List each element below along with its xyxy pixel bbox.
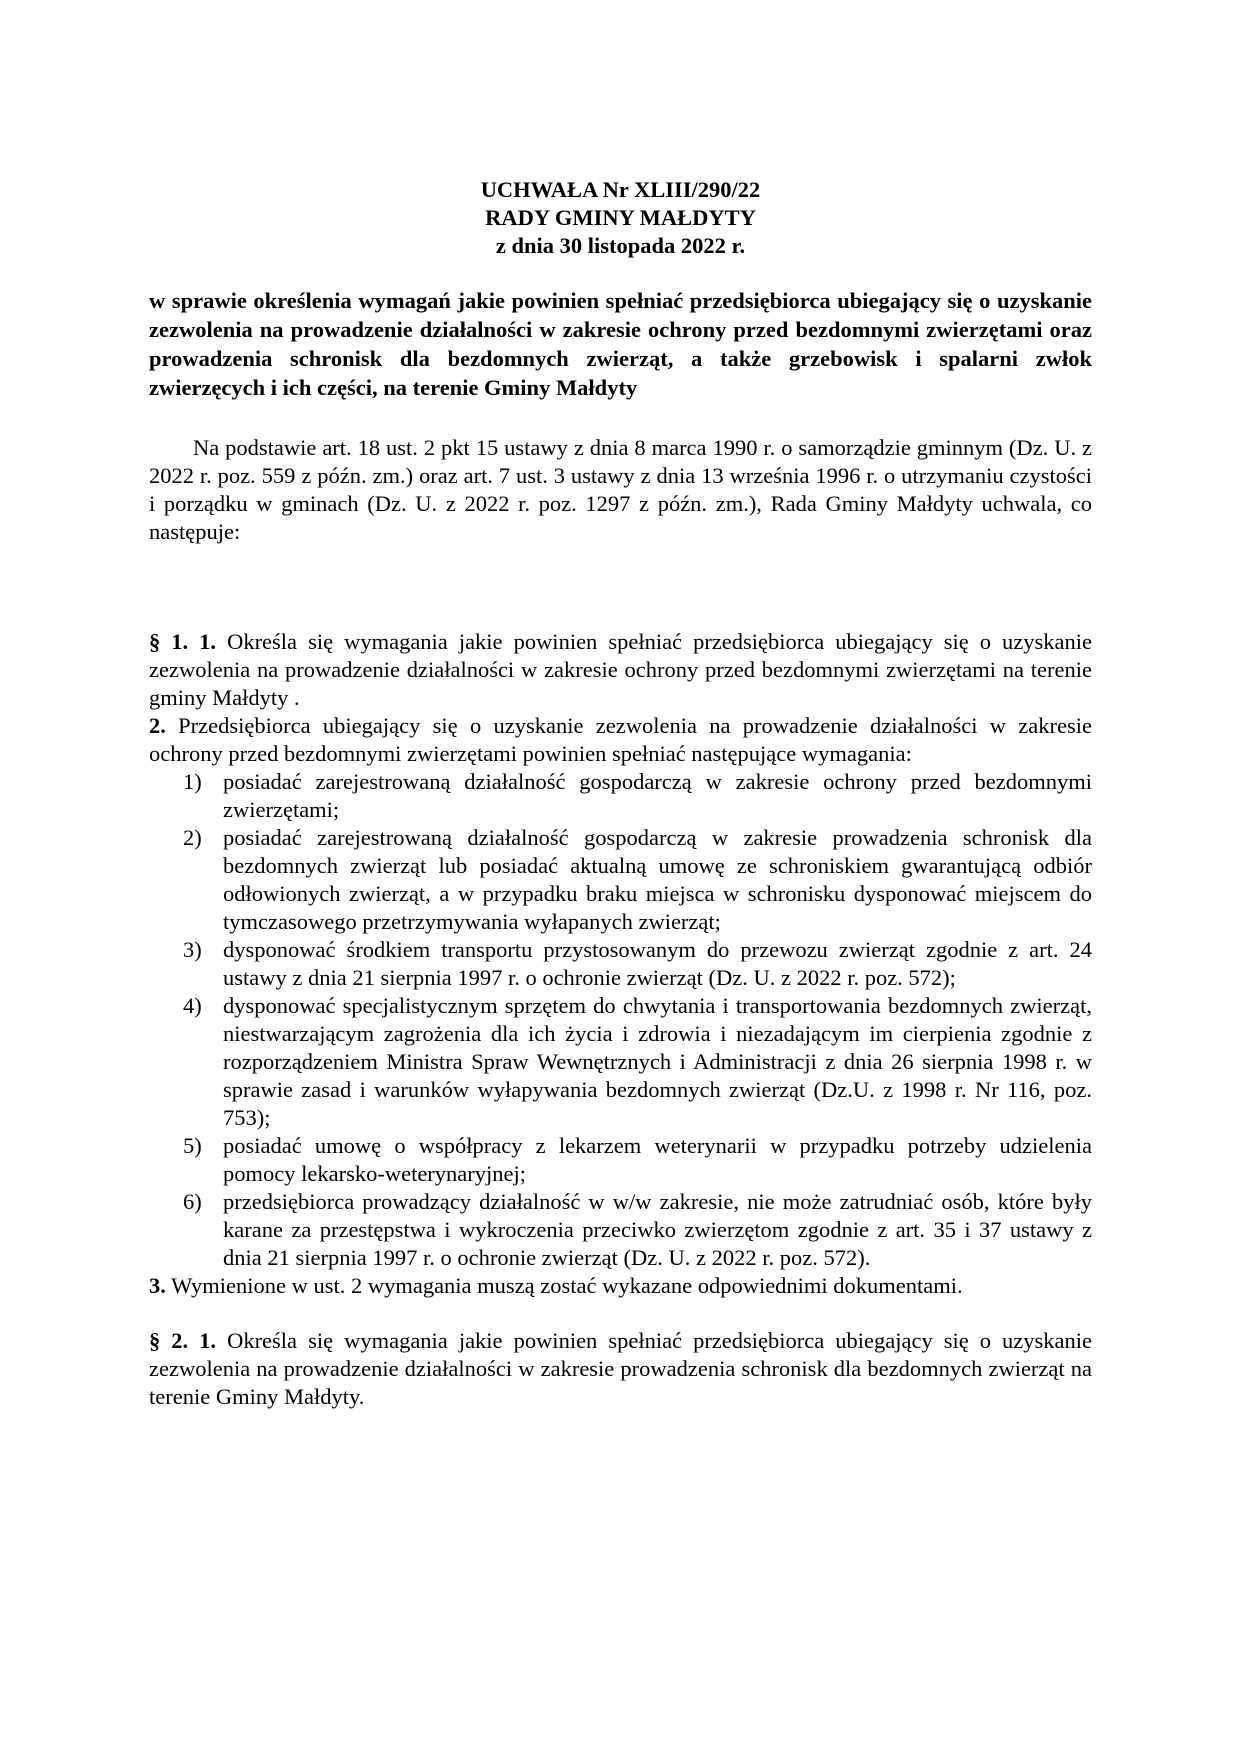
list-item xyxy=(149,1132,1092,1188)
section-1-paragraph-1-text: Określa się wymagania jakie powinien spełniać przedsiębiorca ubiegający się o uzyskanie zezwolenia na prowadzenie działalności w zakresie ochrony przed bezdomnymi zwierzętami na terenie gminy Małdyty . xyxy=(149,629,1092,710)
list-item xyxy=(149,824,1092,936)
legal-basis: Na podstawie art. 18 ust. 2 pkt 15 ustawy z dnia 8 marca 1990 r. o samorządzie gminnym (Dz. U. z 2022 r. poz. 559 z późn. zm.) oraz art. 7 ust. 3 ustawy z dnia 13 września 1996 r. o utrzymaniu czystości i porządku w gminach (Dz. U. z 2022 r. poz. 1297 z późn. zm.), Rada Gminy Małdyty uchwala, co następuje: xyxy=(149,435,1092,544)
resolution-subject: w sprawie określenia wymagań jakie powinien spełniać przedsiębiorca ubiegający się o uzyskanie zezwolenia na prowadzenie działalności w zakresie ochrony przed bezdomnymi zwierzętami oraz prowadzenia schronisk dla bezdomnych zwierząt, a także grzebowisk i spalarni zwłok zwierzęcych i ich części, na terenie Gminy Małdyty xyxy=(149,288,1092,400)
paragraph-2-label: 2. xyxy=(149,713,166,738)
list-item-number: 1) xyxy=(183,769,202,794)
list-item-text: dysponować środkiem transportu przystosowanym do przewozu zwierząt zgodnie z art. 24 ustawy z dnia 21 sierpnia 1997 r. o ochronie zwierząt (Dz. U. z 2022 r. poz. 572); xyxy=(223,937,1092,990)
council-name: RADY GMINY MAŁDYTY xyxy=(485,205,756,230)
list-item-number: 6) xyxy=(183,1189,202,1214)
section-1-paragraph-2 xyxy=(149,712,1092,768)
list-item-number: 4) xyxy=(183,993,202,1018)
list-item-text: posiadać umowę o współpracy z lekarzem weterynarii w przypadku potrzeby udzielenia pomocy lekarsko-weterynaryjnej; xyxy=(223,1133,1092,1186)
list-item xyxy=(149,936,1092,992)
list-item-text: przedsiębiorca prowadzący działalność w w/w zakresie, nie może zatrudniać osób, które były karane za przestępstwa i wykroczenia przeciwko zwierzętom zgodnie z art. 35 i 37 ustawy z dnia 21 sierpnia 1997 r. o ochronie zwierząt (Dz. U. z 2022 r. poz. 572). xyxy=(223,1189,1092,1270)
list-item xyxy=(149,768,1092,824)
spacer xyxy=(149,1300,1092,1327)
requirements-list xyxy=(149,768,1092,1272)
section-1-paragraph-3-text: Wymienione w ust. 2 wymagania muszą zostać wykazane odpowiednimi dokumentami. xyxy=(165,1273,963,1298)
section-1-paragraph-1 xyxy=(149,628,1092,712)
spacer xyxy=(149,546,1092,628)
list-item-number: 2) xyxy=(183,825,202,850)
section-2-paragraph-1-text: Określa się wymagania jakie powinien spełniać przedsiębiorca ubiegający się o uzyskanie zezwolenia na prowadzenie działalności w zakresie prowadzenia schronisk dla bezdomnych zwierząt na terenie Gminy Małdyty. xyxy=(149,1328,1092,1409)
resolution-header xyxy=(149,176,1092,260)
list-item-number: 3) xyxy=(183,937,202,962)
section-2-paragraph-1 xyxy=(149,1327,1092,1411)
list-item-text: posiadać zarejestrowaną działalność gospodarczą w zakresie prowadzenia schronisk dla bezdomnych zwierząt lub posiadać aktualną umowę ze schroniskiem gwarantującą odbiór odłowionych zwierząt, a w przypadku braku miejsca w schronisku dysponować miejscem do tymczasowego przetrzymywania wyłapanych zwierząt; xyxy=(223,825,1092,934)
section-1 xyxy=(149,628,1092,1300)
list-item xyxy=(149,1188,1092,1272)
paragraph-3-label: 3. xyxy=(149,1273,166,1298)
document-page xyxy=(149,176,1092,1411)
list-item-text: posiadać zarejestrowaną działalność gospodarczą w zakresie ochrony przed bezdomnymi zwierzętami; xyxy=(223,769,1092,822)
resolution-number: UCHWAŁA Nr XLIII/290/22 xyxy=(480,177,761,202)
list-item xyxy=(149,992,1092,1132)
list-item-number: 5) xyxy=(183,1133,202,1158)
section-2-label: § 2. 1. xyxy=(149,1328,217,1353)
list-item-text: dysponować specjalistycznym sprzętem do chwytania i transportowania bezdomnych zwierząt, niestwarzającym zagrożenia dla ich życia i zdrowia i niezadającym im cierpienia zgodnie z rozporządzeniem Ministra Spraw Wewnętrznych i Administracji z dnia 26 sierpnia 1998 r. w sprawie zasad i warunków wyłapywania bezdomnych zwierząt (Dz.U. z 1998 r. Nr 116, poz. 753); xyxy=(223,993,1092,1130)
section-2 xyxy=(149,1327,1092,1411)
resolution-date: z dnia 30 listopada 2022 r. xyxy=(495,233,746,258)
section-1-paragraph-3 xyxy=(149,1272,1092,1300)
section-1-label: § 1. 1. xyxy=(149,629,217,654)
section-1-paragraph-2-text: Przedsiębiorca ubiegający się o uzyskanie zezwolenia na prowadzenie działalności w zakresie ochrony przed bezdomnymi zwierzętami powinien spełniać następujące wymagania: xyxy=(149,713,1092,766)
